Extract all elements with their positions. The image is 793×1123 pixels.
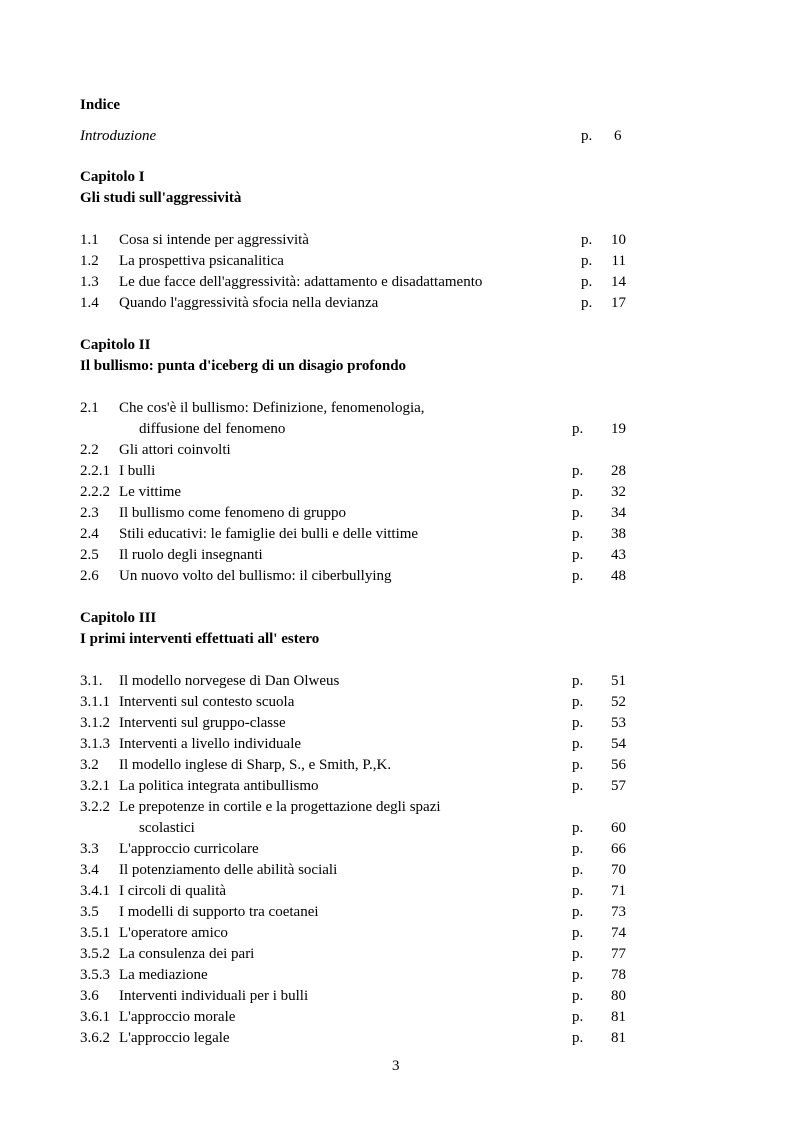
entry-number: 3.2.1	[80, 778, 110, 794]
entry-number: 3.6.2	[80, 1030, 110, 1046]
page-number-ref: 17	[611, 295, 626, 311]
entry-title: Il bullismo come fenomeno di gruppo	[119, 505, 347, 521]
entry-number: 2.2.1	[80, 463, 110, 479]
entry-number: 3.1.2	[80, 715, 110, 731]
page-prefix: p.	[581, 295, 593, 311]
page-number-ref: 28	[611, 463, 626, 479]
page-number-ref: 53	[611, 715, 626, 731]
entry-number: 3.5.1	[80, 925, 110, 941]
page-number-ref: 10	[611, 232, 626, 248]
page-number-ref: 81	[611, 1009, 626, 1025]
entry-number: 3.4	[80, 862, 99, 878]
page-prefix: p.	[572, 463, 584, 479]
page-prefix: p.	[572, 1030, 584, 1046]
entry-number: 3.5.3	[80, 967, 110, 983]
entry-title: Il modello norvegese di Dan Olweus	[119, 673, 340, 689]
page-prefix: p.	[572, 421, 584, 437]
entry-title: La consulenza dei pari	[119, 946, 255, 962]
entry-number: 2.6	[80, 568, 99, 584]
page-prefix: p.	[572, 1009, 584, 1025]
page-prefix: p.	[572, 967, 584, 983]
page-number-ref: 56	[611, 757, 626, 773]
entry-title: Gli attori coinvolti	[119, 442, 231, 458]
page-prefix: p.	[581, 232, 593, 248]
page-prefix: p.	[572, 988, 584, 1004]
page-prefix: p.	[572, 904, 584, 920]
entry-title: Le due facce dell'aggressività: adattamento e disadattamento	[119, 274, 483, 290]
page-prefix: p.	[572, 547, 584, 563]
entry-number: 3.2.2	[80, 799, 110, 815]
entry-title: Interventi a livello individuale	[119, 736, 302, 752]
entry-title: La politica integrata antibullismo	[119, 778, 319, 794]
page-number-ref: 51	[611, 673, 626, 689]
entry-title: L'approccio morale	[119, 1009, 236, 1025]
entry-title: scolastici	[139, 820, 195, 836]
entry-title: Un nuovo volto del bullismo: il ciberbullying	[119, 568, 392, 584]
entry-title: L'approccio curricolare	[119, 841, 259, 857]
entry-number: 3.5	[80, 904, 99, 920]
entry-number: 1.1	[80, 232, 99, 248]
page-prefix: p.	[572, 757, 584, 773]
page-prefix: p.	[572, 820, 584, 836]
entry-title: Le prepotenze in cortile e la progettazione degli spazi	[119, 799, 441, 815]
page-number-ref: 43	[611, 547, 626, 563]
entry-number: 2.1	[80, 400, 99, 416]
entry-number: 2.3	[80, 505, 99, 521]
page-number-ref: 77	[611, 946, 626, 962]
entry-number: 3.2	[80, 757, 99, 773]
chapter-label: Capitolo III	[80, 610, 157, 626]
page-number-ref: 57	[611, 778, 626, 794]
page-number-ref: 52	[611, 694, 626, 710]
page-prefix: p.	[572, 925, 584, 941]
page-prefix: p.	[572, 736, 584, 752]
entry-number: 1.3	[80, 274, 99, 290]
entry-number: 3.6.1	[80, 1009, 110, 1025]
page-prefix: p.	[581, 128, 593, 144]
page-prefix: p.	[572, 526, 584, 542]
page-footer-number: 3	[392, 1058, 400, 1074]
page-number-ref: 19	[611, 421, 626, 437]
page-number-ref: 78	[611, 967, 626, 983]
entry-title: L'operatore amico	[119, 925, 228, 941]
page-number-ref: 66	[611, 841, 626, 857]
page-number-ref: 70	[611, 862, 626, 878]
page-prefix: p.	[572, 694, 584, 710]
page-prefix: p.	[572, 484, 584, 500]
page-number-ref: 73	[611, 904, 626, 920]
page-prefix: p.	[572, 862, 584, 878]
entry-title: Il potenziamento delle abilità sociali	[119, 862, 338, 878]
entry-title: Interventi individuali per i bulli	[119, 988, 309, 1004]
page-number-ref: 48	[611, 568, 626, 584]
entry-number: 1.2	[80, 253, 99, 269]
entry-number: 2.2.2	[80, 484, 110, 500]
entry-title: Interventi sul contesto scuola	[119, 694, 295, 710]
entry-number: 3.1.1	[80, 694, 110, 710]
entry-number: 3.1.3	[80, 736, 110, 752]
chapter-title: I primi interventi effettuati all' estero	[80, 631, 320, 647]
chapter-title: Gli studi sull'aggressività	[80, 190, 242, 206]
intro-label: Introduzione	[80, 128, 157, 144]
page-number-ref: 71	[611, 883, 626, 899]
page-number-ref: 11	[611, 253, 626, 269]
entry-title: I bulli	[119, 463, 156, 479]
page-number-ref: 81	[611, 1030, 626, 1046]
page-prefix: p.	[572, 673, 584, 689]
entry-number: 2.4	[80, 526, 99, 542]
entry-number: 1.4	[80, 295, 99, 311]
page-prefix: p.	[581, 253, 593, 269]
entry-number: 3.4.1	[80, 883, 110, 899]
entry-title: Stili educativi: le famiglie dei bulli e delle vittime	[119, 526, 419, 542]
page-heading: Indice	[80, 97, 121, 113]
page-prefix: p.	[581, 274, 593, 290]
page-number-ref: 80	[611, 988, 626, 1004]
page-number-ref: 34	[611, 505, 626, 521]
entry-title: La mediazione	[119, 967, 208, 983]
entry-number: 2.2	[80, 442, 99, 458]
entry-number: 3.6	[80, 988, 99, 1004]
entry-title: La prospettiva psicanalitica	[119, 253, 284, 269]
page-number-ref: 74	[611, 925, 626, 941]
page-number-ref: 14	[611, 274, 626, 290]
page-prefix: p.	[572, 715, 584, 731]
entry-title: I modelli di supporto tra coetanei	[119, 904, 319, 920]
entry-title: diffusione del fenomeno	[139, 421, 286, 437]
entry-number: 3.1.	[80, 673, 103, 689]
page-prefix: p.	[572, 505, 584, 521]
chapter-title: Il bullismo: punta d'iceberg di un disagio profondo	[80, 358, 407, 374]
page-prefix: p.	[572, 946, 584, 962]
entry-title: Cosa si intende per aggressività	[119, 232, 309, 248]
entry-title: Che cos'è il bullismo: Definizione, fenomenologia,	[119, 400, 425, 416]
entry-title: I circoli di qualità	[119, 883, 227, 899]
entry-title: Il modello inglese di Sharp, S., e Smith, P.,K.	[119, 757, 392, 773]
chapter-label: Capitolo I	[80, 169, 145, 185]
page-number-ref: 32	[611, 484, 626, 500]
entry-title: Il ruolo degli insegnanti	[119, 547, 263, 563]
page-number-ref: 38	[611, 526, 626, 542]
page-number-ref: 60	[611, 820, 626, 836]
entry-number: 3.3	[80, 841, 99, 857]
chapter-label: Capitolo II	[80, 337, 151, 353]
entry-title: Quando l'aggressività sfocia nella devianza	[119, 295, 379, 311]
entry-number: 3.5.2	[80, 946, 110, 962]
entry-number: 2.5	[80, 547, 99, 563]
entry-title: L'approccio legale	[119, 1030, 230, 1046]
page-prefix: p.	[572, 568, 584, 584]
page-prefix: p.	[572, 883, 584, 899]
entry-title: Interventi sul gruppo-classe	[119, 715, 286, 731]
page-prefix: p.	[572, 778, 584, 794]
page-number-ref: 54	[611, 736, 626, 752]
page-number-ref: 6	[614, 128, 622, 144]
page-prefix: p.	[572, 841, 584, 857]
entry-title: Le vittime	[119, 484, 182, 500]
